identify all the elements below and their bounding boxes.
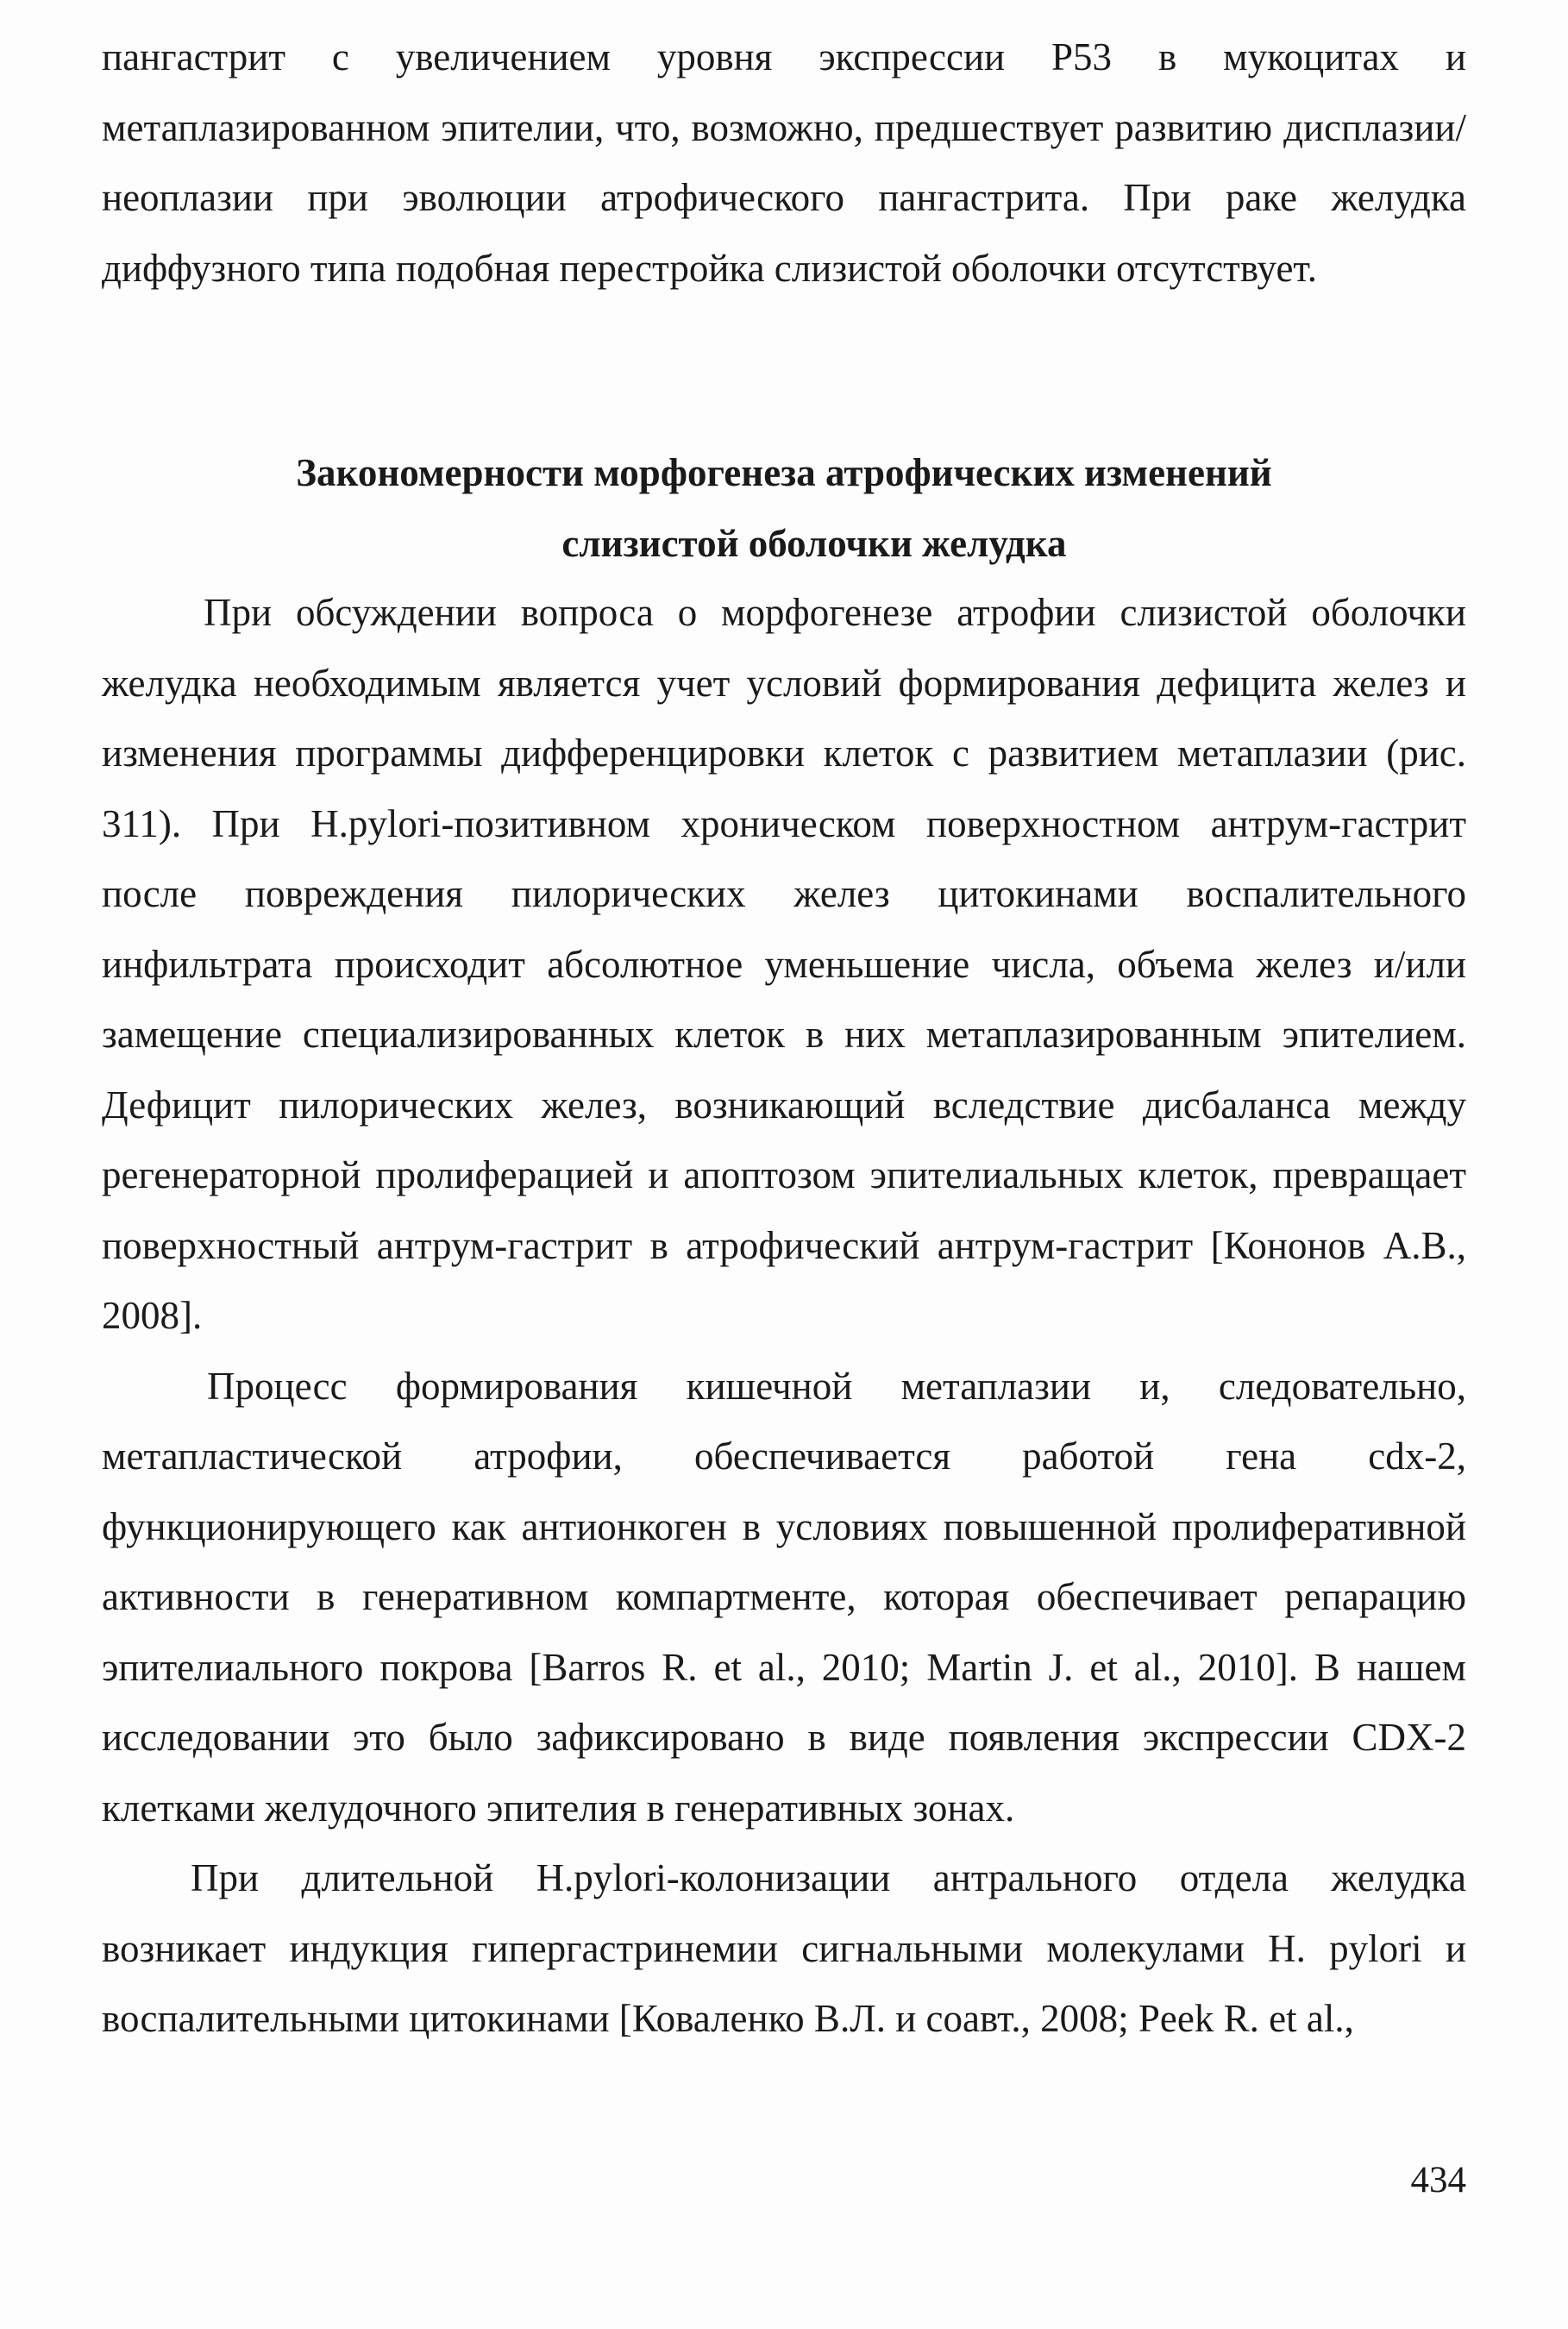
body-paragraph: При длительной H.pylori-колонизации антрального отдела желудка возникает индукция гипергастринемии сигнальными молекулами H. pylori и воспалительными цитокинами [Коваленко В.Л. и соавт., 2008; Peek R. et al., [102,1856,1466,2040]
page-number: 434 [1410,2160,1466,2200]
intro-paragraph-text: пангастрит с увеличением уровня экспрессии Р53 в мукоцитах и метаплазированном эпителии, что, возможно, предшествует развитию дисплазии/неоплазии при эволюции атрофического пангастрита. При раке желудка диффузного типа подобная перестройка слизистой оболочки отсутствует. [102,35,1466,290]
section-heading [102,438,1466,579]
intro-paragraph [102,22,1466,304]
body-paragraph: При обсуждении вопроса о морфогенезе атрофии слизистой оболочки желудка необходимым является учет условий формирования дефицита желез и изменения программы дифференцировки клеток с развитием метаплазии (рис. 311). При H.pylori-позитивном хроническом поверхностном антрум-гастрит после повреждения пилорических желез цитокинами воспалительного инфильтрата происходит абсолютное уменьшение числа, объема желез и/или замещение специализированных клеток в них метаплазированным эпителием. Дефицит пилорических желез, возникающий вследствие дисбаланса между регенераторной пролиферацией и апоптозом эпителиальных клеток, превращает поверхностный антрум-гастрит в атрофический антрум-гастрит [Кононов А.В., 2008]. [102,591,1466,1337]
body-text [102,578,1466,2055]
section-heading-line-2: слизистой оболочки желудка [561,521,1067,565]
section-heading-line-1: Закономерности морфогенеза атрофических изменений [296,451,1272,494]
body-paragraph: Процесс формирования кишечной метаплазии и, следовательно, метапластической атрофии, обеспечивается работой гена cdx-2, функционирующего как антионкоген в условиях повышенной пролиферативной активности в генеративном компартменте, которая обеспечивает репарацию эпителиального покрова [Barros R. et al., 2010; Martin J. et al., 2010]. В нашем исследовании это было зафиксировано в виде появления экспрессии CDX-2 клетками желудочного эпителия в генеративных зонах. [102,1364,1466,1830]
